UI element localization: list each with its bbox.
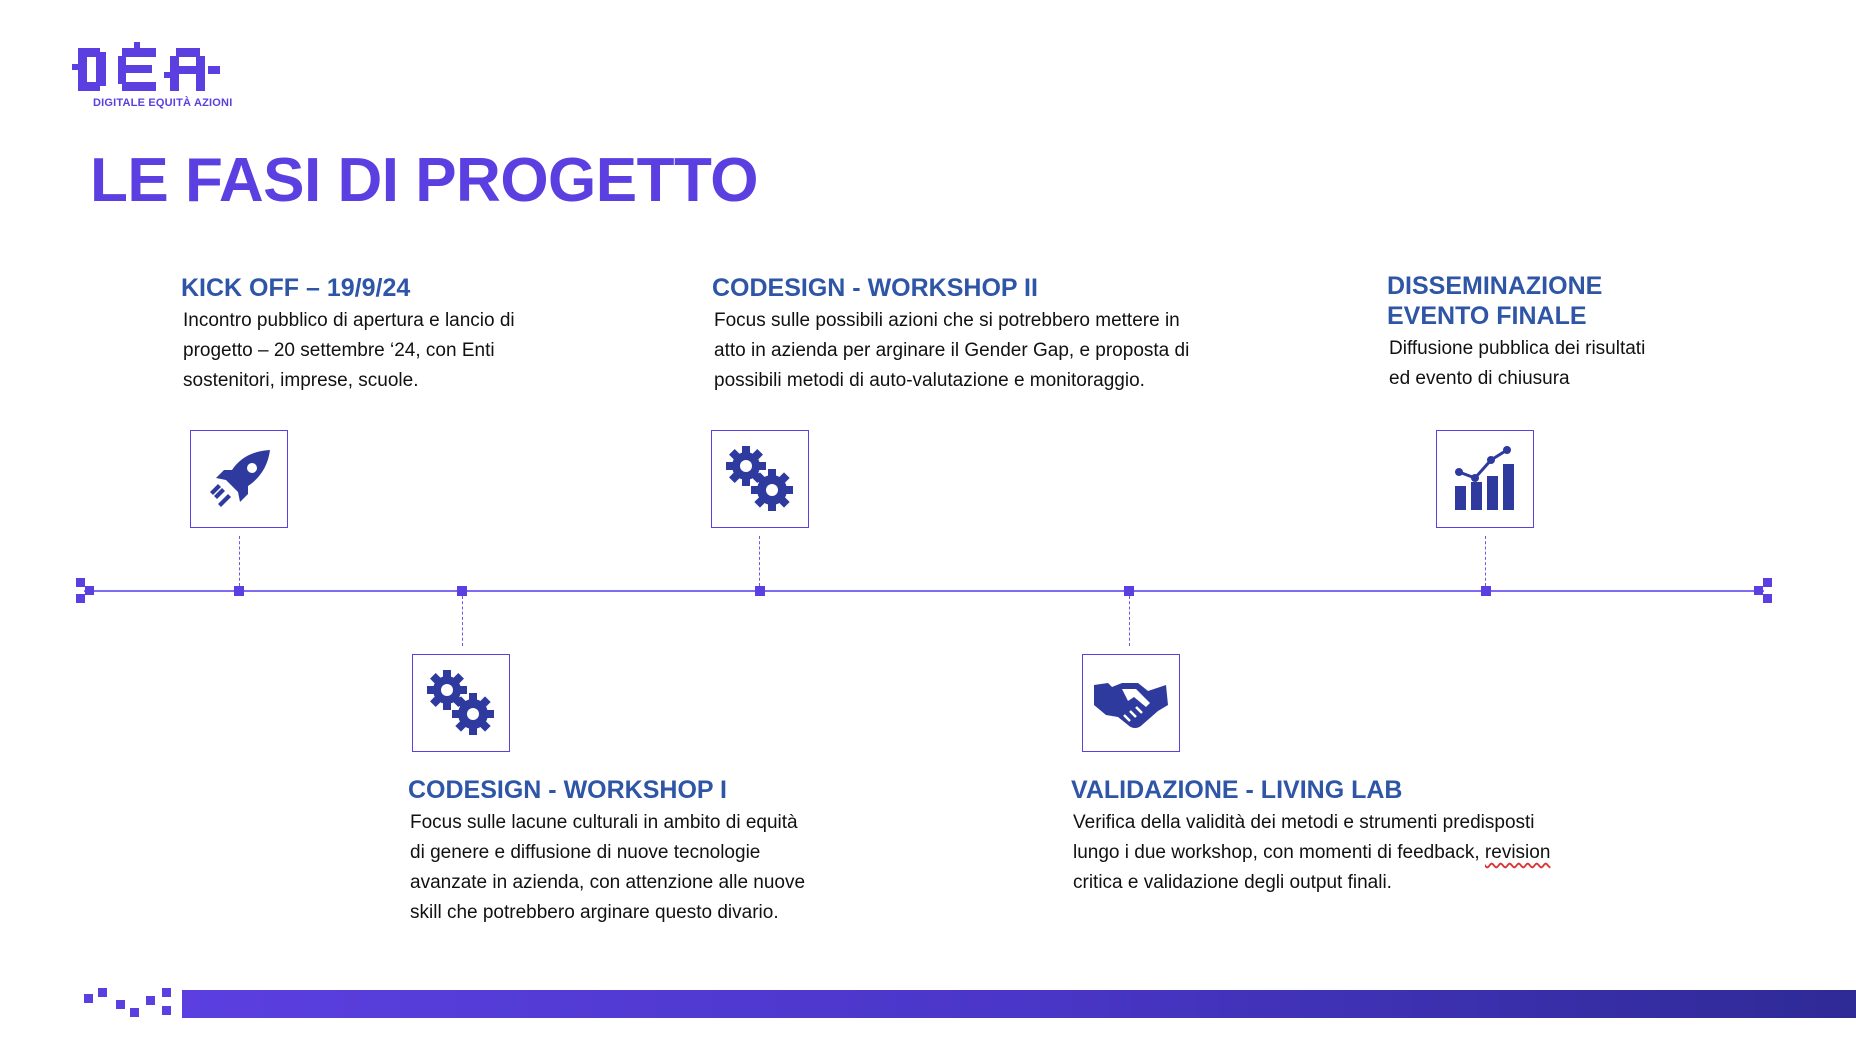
footer-pixel-decoration [84,988,174,1020]
description-line: Focus sulle possibili azioni che si potrebbero mettere in [714,310,1180,331]
phase-kickoff-description [183,306,515,396]
phase-kickoff-title: KICK OFF – 19/9/24 [181,274,411,302]
phase-workshop1-icon-box [412,654,510,752]
connector-line [462,596,463,646]
timeline-start-decoration [76,578,96,604]
phase-validation-icon-box [1082,654,1180,752]
handshake-icon [1092,675,1170,731]
timeline-marker [457,586,467,596]
description-line: Focus sulle lacune culturali in ambito di equità [410,812,798,833]
phase-dissemination-title [1387,271,1602,331]
connector-line [239,536,240,586]
logo-subtitle: DIGITALE EQUITÀ AZIONI [93,97,233,109]
title-line: DISSEMINAZIONE [1387,272,1603,300]
timeline-marker [1124,586,1134,596]
description-line: ed evento di chiusura [1389,368,1570,389]
timeline-marker [234,586,244,596]
description-line: avanzate in azienda, con attenzione alle nuove [410,872,806,893]
phase-workshop1-description [410,808,805,928]
description-line: atto in azienda per arginare il Gender Gap, e proposta di [714,340,1190,361]
phase-dissemination-description [1389,334,1645,394]
phase-workshop2-title: CODESIGN - WORKSHOP II [712,274,1038,302]
phase-workshop2-icon-box [711,430,809,528]
gears-icon [724,444,796,514]
description-line: progetto – 20 settembre ‘24, con Enti [183,340,495,361]
description-line: skill che potrebbero arginare questo divario. [410,902,779,923]
title-line: EVENTO FINALE [1387,302,1587,330]
phase-validation-title: VALIDAZIONE - LIVING LAB [1071,776,1403,804]
phase-dissemination-icon-box [1436,430,1534,528]
connector-line [759,536,760,586]
description-line: sostenitori, imprese, scuole. [183,370,419,391]
phase-validation-description [1073,808,1550,898]
timeline-marker [755,586,765,596]
growth-chart-icon [1453,446,1517,512]
description-line: possibili metodi di auto-valutazione e monitoraggio. [714,370,1145,391]
timeline-marker [1481,586,1491,596]
timeline-end-decoration [1754,578,1774,604]
phase-workshop2-description [714,306,1189,396]
page-title: LE FASI DI PROGETTO [90,146,758,215]
connector-line [1485,536,1486,586]
phase-workshop1-title: CODESIGN - WORKSHOP I [408,776,728,804]
phase-kickoff-icon-box [190,430,288,528]
description-line: di genere e diffusione di nuove tecnologie [410,842,761,863]
timeline-line [84,590,1764,592]
spellcheck-word: revision [1484,842,1551,863]
description-line: Incontro pubblico di apertura e lancio di [183,310,515,331]
connector-line [1129,596,1130,646]
gears-icon [425,668,497,738]
description-line: Verifica della validità dei metodi e strumenti predisposti [1073,812,1535,833]
description-line: critica e validazione degli output finali. [1073,872,1392,893]
footer-bar [182,990,1856,1018]
description-line: lungo i due workshop, con momenti di feedback, revision [1073,842,1551,863]
rocket-icon [204,448,274,510]
description-line: Diffusione pubblica dei risultati [1389,338,1646,359]
